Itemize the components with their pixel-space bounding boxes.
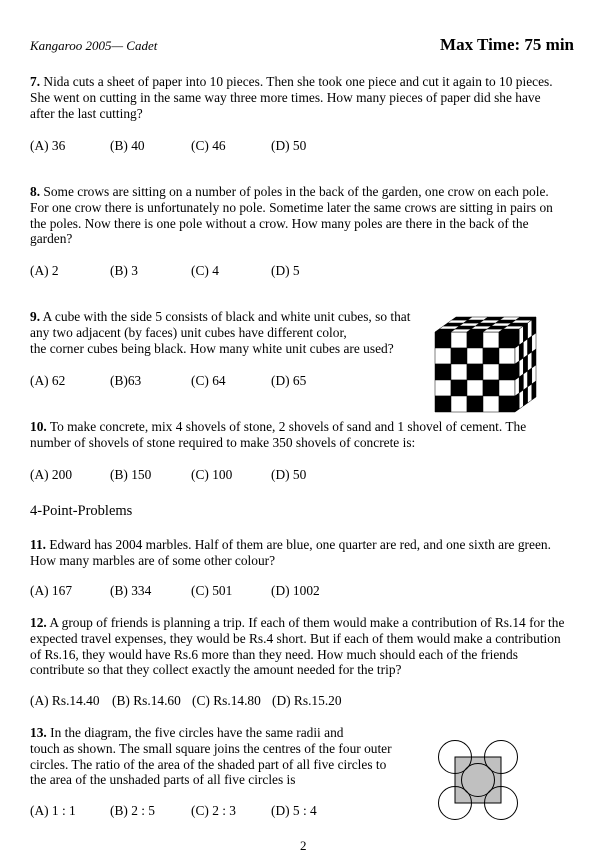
option-d: (D) 50: [271, 138, 307, 153]
option-d: (D) Rs.15.20: [272, 693, 342, 708]
option-c: (C) 64: [191, 373, 226, 388]
question-text: Nida cuts a sheet of paper into 10 pieces. Then she took one piece and cut it again to 10 pieces.: [43, 74, 553, 89]
option-a: (A) 167: [30, 583, 73, 598]
question-text: Edward has 2004 marbles. Half of them are blue, one quarter are red, and one sixth are green.: [49, 537, 551, 552]
question-13: [30, 725, 392, 788]
question-text: For one crow there is unfortunately no pole. Sometime later the same crows are sitting in pairs on: [30, 199, 553, 215]
question-text: A cube with the side 5 consists of black and white unit cubes, so that: [42, 309, 411, 324]
max-time: Max Time: 75 min: [440, 35, 574, 54]
section-title: 4-Point-Problems: [30, 503, 133, 519]
option-a: (A) 62: [30, 373, 66, 388]
option-c: (C) 2 : 3: [191, 803, 237, 818]
question-text: of Rs.16, they would have Rs.6 more than they need. How much should each of the friends: [30, 646, 518, 662]
question-text: circles. The ratio of the area of the shaded part of all five circles to: [30, 756, 387, 772]
question-number: 9.: [30, 309, 41, 324]
option-c: (C) 100: [191, 467, 233, 482]
option-b: (B) 3: [110, 263, 138, 278]
five-circles-diagram: [432, 735, 526, 827]
question-text: touch as shown. The small square joins the centres of the four outer: [30, 740, 392, 756]
question-text: To make concrete, mix 4 shovels of stone, 2 shovels of sand and 1 shovel of cement. The: [49, 419, 527, 434]
option-b: (B) 40: [110, 138, 145, 153]
option-b: (B) 150: [110, 467, 152, 482]
option-a: (A) 1 : 1: [30, 803, 76, 818]
option-a: (A) 36: [30, 138, 66, 153]
option-c: (C) 4: [191, 263, 219, 278]
option-d: (D) 65: [271, 373, 307, 388]
contest-name: Kangaroo 2005— Cadet: [30, 38, 158, 53]
question-number: 13.: [30, 725, 47, 740]
question-text: expected travel expenses, they would be Rs.4 short. But if each of them would make a contribution: [30, 630, 561, 646]
option-b: (B)63: [110, 373, 142, 388]
question-text: the poles. Now there is one pole without a crow. How many poles are there in the back of the: [30, 215, 529, 231]
question-text: any two adjacent (by faces) unit cubes have different color,: [30, 324, 347, 340]
question-text: contribute so that they collect exactly the amount needed for the trip?: [30, 662, 402, 678]
question-text: garden?: [30, 231, 73, 247]
page-number: 2: [300, 838, 307, 853]
option-d: (D) 5: [271, 263, 300, 278]
question-text: after the last cutting?: [30, 105, 143, 121]
option-b: (B) 2 : 5: [110, 803, 156, 818]
question-text: number of shovels of stone required to make 350 shovels of concrete is:: [30, 434, 416, 450]
question-number: 7.: [30, 74, 41, 89]
option-a: (A) 200: [30, 467, 73, 482]
option-b: (B) 334: [110, 583, 152, 598]
question-text: How many marbles are of some other colour?: [30, 552, 276, 568]
option-c: (C) 501: [191, 583, 233, 598]
question-10: [30, 419, 526, 451]
question-text: A group of friends is planning a trip. If each of them would make a contribution of Rs.14 for the: [49, 615, 565, 630]
question-8: [30, 184, 553, 247]
option-a: (A) Rs.14.40: [30, 693, 100, 708]
question-text: the area of the unshaded parts of all five circles is: [30, 772, 296, 788]
question-number: 12.: [30, 615, 47, 630]
question-12: [30, 615, 564, 678]
checkered-cube-diagram: [432, 302, 550, 414]
question-text: In the diagram, the five circles have the same radii and: [50, 725, 344, 740]
option-c: (C) 46: [191, 138, 226, 153]
option-c: (C) Rs.14.80: [192, 693, 261, 708]
question-number: 10.: [30, 419, 47, 434]
question-number: 11.: [30, 537, 46, 552]
question-7: [30, 74, 553, 121]
question-text: the corner cubes being black. How many white unit cubes are used?: [30, 340, 394, 356]
option-d: (D) 5 : 4: [271, 803, 317, 818]
question-text: She went on cutting in the same way three more times. How many pieces of paper did she have: [30, 89, 541, 105]
option-d: (D) 50: [271, 467, 307, 482]
question-9: [30, 309, 410, 356]
option-b: (B) Rs.14.60: [112, 693, 181, 708]
question-11: [30, 537, 551, 569]
option-a: (A) 2: [30, 263, 59, 278]
question-text: Some crows are sitting on a number of poles in the back of the garden, one crow on each pole.: [43, 184, 549, 199]
question-number: 8.: [30, 184, 41, 199]
option-d: (D) 1002: [271, 583, 320, 598]
